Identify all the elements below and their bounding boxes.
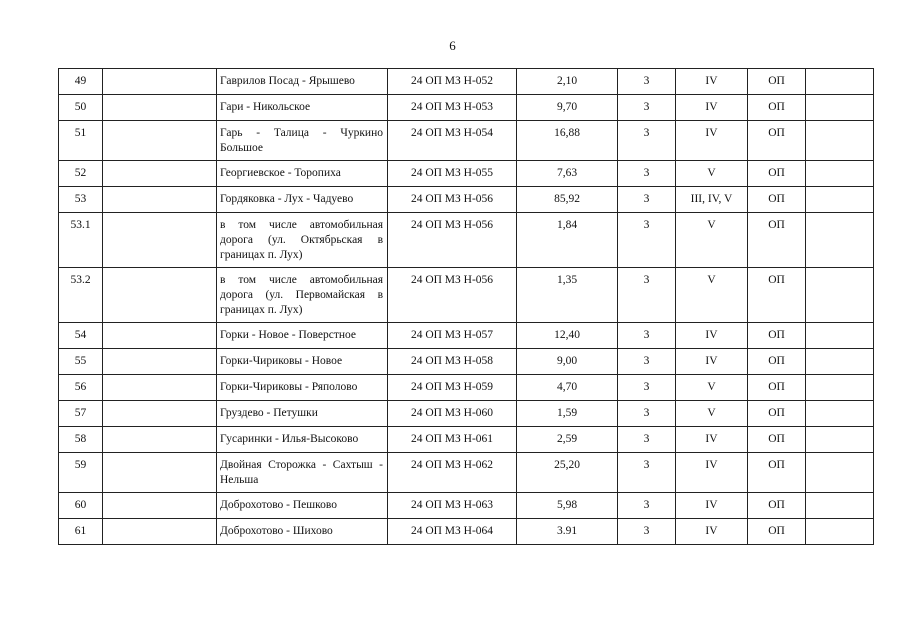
empty-cell bbox=[103, 349, 217, 375]
table-row bbox=[59, 493, 874, 519]
road-id-cell: 24 ОП МЗ Н-053 bbox=[388, 95, 517, 121]
road-type-cell: ОП bbox=[748, 427, 806, 453]
length-km-cell: 16,88 bbox=[517, 121, 618, 161]
lanes-cell: 3 bbox=[618, 453, 676, 493]
row-number-cell: 53 bbox=[59, 187, 103, 213]
road-type-cell: ОП bbox=[748, 493, 806, 519]
table-row bbox=[59, 401, 874, 427]
road-type-cell: ОП bbox=[748, 375, 806, 401]
road-id-cell: 24 ОП МЗ Н-061 bbox=[388, 427, 517, 453]
note-cell bbox=[806, 453, 874, 493]
road-type-cell: ОП bbox=[748, 187, 806, 213]
length-km-cell: 9,00 bbox=[517, 349, 618, 375]
roads-table-body bbox=[59, 69, 874, 545]
length-km-cell: 2,59 bbox=[517, 427, 618, 453]
road-name-cell: Гарь - Талица - Чуркино Большое bbox=[217, 121, 388, 161]
category-cell: IV bbox=[676, 519, 748, 545]
road-name-cell: Гари - Никольское bbox=[217, 95, 388, 121]
row-number-cell: 53.1 bbox=[59, 213, 103, 268]
row-number-cell: 50 bbox=[59, 95, 103, 121]
category-cell: III, IV, V bbox=[676, 187, 748, 213]
category-cell: V bbox=[676, 375, 748, 401]
lanes-cell: 3 bbox=[618, 401, 676, 427]
row-number-cell: 56 bbox=[59, 375, 103, 401]
road-type-cell: ОП bbox=[748, 323, 806, 349]
road-id-cell: 24 ОП МЗ Н-056 bbox=[388, 187, 517, 213]
road-id-cell: 24 ОП МЗ Н-059 bbox=[388, 375, 517, 401]
row-number-cell: 61 bbox=[59, 519, 103, 545]
table-row bbox=[59, 519, 874, 545]
lanes-cell: 3 bbox=[618, 349, 676, 375]
table-row bbox=[59, 69, 874, 95]
road-name-cell: Груздево - Петушки bbox=[217, 401, 388, 427]
road-name-cell: в том числе автомобильная дорога (ул. Первомайская в границах п. Лух) bbox=[217, 268, 388, 323]
table-row bbox=[59, 95, 874, 121]
lanes-cell: 3 bbox=[618, 95, 676, 121]
road-type-cell: ОП bbox=[748, 453, 806, 493]
lanes-cell: 3 bbox=[618, 375, 676, 401]
lanes-cell: 3 bbox=[618, 493, 676, 519]
table-row bbox=[59, 323, 874, 349]
empty-cell bbox=[103, 427, 217, 453]
road-id-cell: 24 ОП МЗ Н-056 bbox=[388, 213, 517, 268]
row-number-cell: 52 bbox=[59, 161, 103, 187]
note-cell bbox=[806, 95, 874, 121]
category-cell: IV bbox=[676, 323, 748, 349]
note-cell bbox=[806, 268, 874, 323]
empty-cell bbox=[103, 453, 217, 493]
row-number-cell: 58 bbox=[59, 427, 103, 453]
note-cell bbox=[806, 213, 874, 268]
lanes-cell: 3 bbox=[618, 121, 676, 161]
note-cell bbox=[806, 161, 874, 187]
category-cell: IV bbox=[676, 95, 748, 121]
lanes-cell: 3 bbox=[618, 519, 676, 545]
empty-cell bbox=[103, 323, 217, 349]
road-type-cell: ОП bbox=[748, 161, 806, 187]
length-km-cell: 9,70 bbox=[517, 95, 618, 121]
category-cell: V bbox=[676, 401, 748, 427]
length-km-cell: 1,84 bbox=[517, 213, 618, 268]
road-name-cell: Горки-Чириковы - Новое bbox=[217, 349, 388, 375]
road-type-cell: ОП bbox=[748, 401, 806, 427]
table-row bbox=[59, 161, 874, 187]
category-cell: IV bbox=[676, 427, 748, 453]
empty-cell bbox=[103, 375, 217, 401]
row-number-cell: 54 bbox=[59, 323, 103, 349]
empty-cell bbox=[103, 519, 217, 545]
table-row bbox=[59, 349, 874, 375]
length-km-cell: 2,10 bbox=[517, 69, 618, 95]
length-km-cell: 3.91 bbox=[517, 519, 618, 545]
road-type-cell: ОП bbox=[748, 349, 806, 375]
row-number-cell: 55 bbox=[59, 349, 103, 375]
length-km-cell: 85,92 bbox=[517, 187, 618, 213]
note-cell bbox=[806, 375, 874, 401]
category-cell: V bbox=[676, 161, 748, 187]
road-name-cell: Георгиевское - Торопиха bbox=[217, 161, 388, 187]
empty-cell bbox=[103, 161, 217, 187]
row-number-cell: 49 bbox=[59, 69, 103, 95]
road-name-cell: Доброхотово - Пешково bbox=[217, 493, 388, 519]
category-cell: V bbox=[676, 213, 748, 268]
category-cell: IV bbox=[676, 453, 748, 493]
category-cell: IV bbox=[676, 349, 748, 375]
length-km-cell: 1,59 bbox=[517, 401, 618, 427]
lanes-cell: 3 bbox=[618, 323, 676, 349]
road-id-cell: 24 ОП МЗ Н-063 bbox=[388, 493, 517, 519]
table-row bbox=[59, 213, 874, 268]
note-cell bbox=[806, 427, 874, 453]
road-id-cell: 24 ОП МЗ Н-062 bbox=[388, 453, 517, 493]
lanes-cell: 3 bbox=[618, 161, 676, 187]
lanes-cell: 3 bbox=[618, 213, 676, 268]
road-name-cell: Горки - Новое - Поверстное bbox=[217, 323, 388, 349]
empty-cell bbox=[103, 268, 217, 323]
empty-cell bbox=[103, 213, 217, 268]
road-name-cell: Гордяковка - Лух - Чадуево bbox=[217, 187, 388, 213]
road-id-cell: 24 ОП МЗ Н-058 bbox=[388, 349, 517, 375]
empty-cell bbox=[103, 69, 217, 95]
row-number-cell: 51 bbox=[59, 121, 103, 161]
lanes-cell: 3 bbox=[618, 69, 676, 95]
lanes-cell: 3 bbox=[618, 427, 676, 453]
lanes-cell: 3 bbox=[618, 187, 676, 213]
note-cell bbox=[806, 121, 874, 161]
road-id-cell: 24 ОП МЗ Н-064 bbox=[388, 519, 517, 545]
note-cell bbox=[806, 349, 874, 375]
road-name-cell: Горки-Чириковы - Ряполово bbox=[217, 375, 388, 401]
road-type-cell: ОП bbox=[748, 519, 806, 545]
table-row bbox=[59, 427, 874, 453]
note-cell bbox=[806, 323, 874, 349]
empty-cell bbox=[103, 401, 217, 427]
table-row bbox=[59, 453, 874, 493]
category-cell: IV bbox=[676, 69, 748, 95]
road-type-cell: ОП bbox=[748, 268, 806, 323]
road-id-cell: 24 ОП МЗ Н-052 bbox=[388, 69, 517, 95]
category-cell: IV bbox=[676, 121, 748, 161]
row-number-cell: 60 bbox=[59, 493, 103, 519]
road-type-cell: ОП bbox=[748, 69, 806, 95]
note-cell bbox=[806, 69, 874, 95]
category-cell: V bbox=[676, 268, 748, 323]
road-id-cell: 24 ОП МЗ Н-056 bbox=[388, 268, 517, 323]
length-km-cell: 7,63 bbox=[517, 161, 618, 187]
table-row bbox=[59, 268, 874, 323]
note-cell bbox=[806, 519, 874, 545]
row-number-cell: 57 bbox=[59, 401, 103, 427]
road-id-cell: 24 ОП МЗ Н-054 bbox=[388, 121, 517, 161]
table-row bbox=[59, 187, 874, 213]
note-cell bbox=[806, 187, 874, 213]
empty-cell bbox=[103, 187, 217, 213]
road-name-cell: Доброхотово - Шихово bbox=[217, 519, 388, 545]
road-type-cell: ОП bbox=[748, 213, 806, 268]
empty-cell bbox=[103, 493, 217, 519]
table-row bbox=[59, 121, 874, 161]
road-id-cell: 24 ОП МЗ Н-055 bbox=[388, 161, 517, 187]
road-name-cell: Гусаринки - Илья-Высоково bbox=[217, 427, 388, 453]
road-type-cell: ОП bbox=[748, 95, 806, 121]
road-name-cell: в том числе автомобильная дорога (ул. Октябрьская в границах п. Лух) bbox=[217, 213, 388, 268]
road-id-cell: 24 ОП МЗ Н-057 bbox=[388, 323, 517, 349]
road-name-cell: Гаврилов Посад - Ярышево bbox=[217, 69, 388, 95]
length-km-cell: 25,20 bbox=[517, 453, 618, 493]
row-number-cell: 59 bbox=[59, 453, 103, 493]
lanes-cell: 3 bbox=[618, 268, 676, 323]
road-name-cell: Двойная Сторожка - Сахтыш - Нельша bbox=[217, 453, 388, 493]
table-row bbox=[59, 375, 874, 401]
page-number: 6 bbox=[449, 38, 456, 53]
empty-cell bbox=[103, 121, 217, 161]
note-cell bbox=[806, 401, 874, 427]
road-id-cell: 24 ОП МЗ Н-060 bbox=[388, 401, 517, 427]
length-km-cell: 12,40 bbox=[517, 323, 618, 349]
note-cell bbox=[806, 493, 874, 519]
row-number-cell: 53.2 bbox=[59, 268, 103, 323]
road-type-cell: ОП bbox=[748, 121, 806, 161]
roads-table bbox=[58, 68, 874, 545]
length-km-cell: 1,35 bbox=[517, 268, 618, 323]
length-km-cell: 5,98 bbox=[517, 493, 618, 519]
empty-cell bbox=[103, 95, 217, 121]
length-km-cell: 4,70 bbox=[517, 375, 618, 401]
category-cell: IV bbox=[676, 493, 748, 519]
